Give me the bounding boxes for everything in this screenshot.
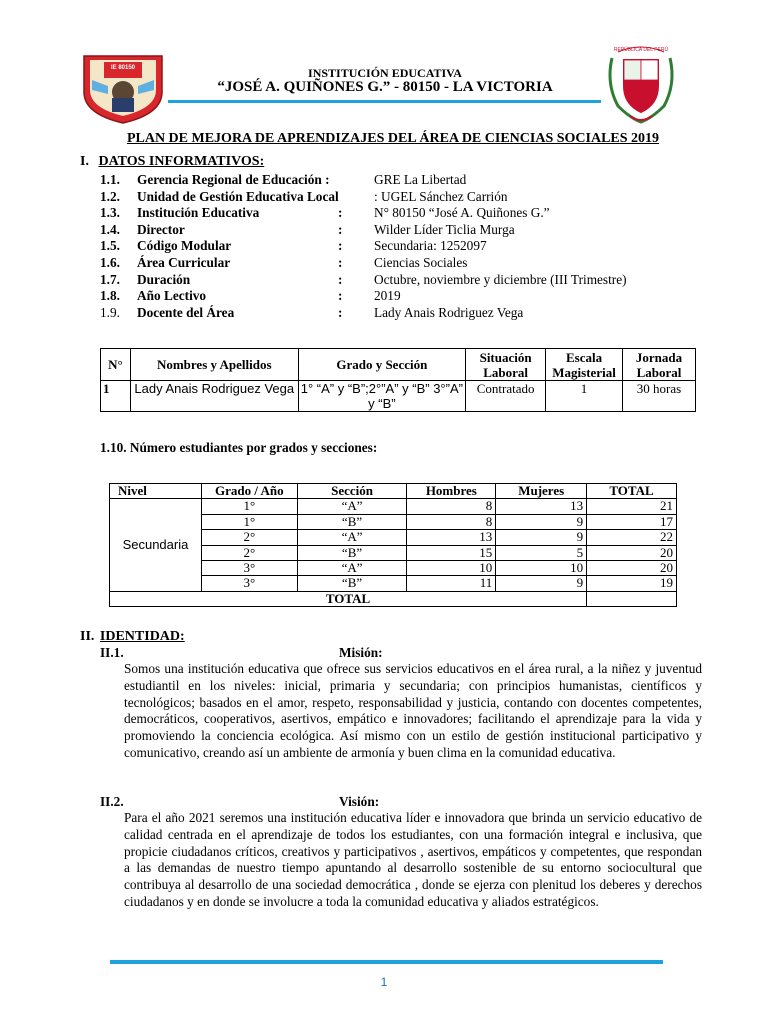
info-colon: : bbox=[338, 288, 343, 304]
teacher-table bbox=[100, 348, 696, 412]
girls-cell: 5 bbox=[496, 545, 587, 560]
header-divider bbox=[168, 100, 601, 103]
vision-title: Visión: bbox=[339, 794, 380, 809]
students-subtitle: 1.10. Número estudiantes por grados y secciones: bbox=[100, 440, 378, 455]
seal-text: REPÚBLICA DEL PERÚ bbox=[613, 47, 669, 53]
info-value: : UGEL Sánchez Carrión bbox=[374, 188, 508, 204]
info-value: Lady Anais Rodriguez Vega bbox=[374, 304, 524, 320]
mision-number: II.1. bbox=[100, 645, 124, 660]
info-row bbox=[100, 222, 700, 239]
info-number: 1.7. bbox=[100, 271, 120, 287]
peru-seal bbox=[604, 44, 678, 126]
header-cell: Grado y Sección bbox=[298, 349, 466, 381]
info-row bbox=[100, 288, 700, 305]
vision-number: II.2. bbox=[100, 794, 124, 809]
info-row bbox=[100, 272, 700, 289]
header-cell: Escala Magisterial bbox=[546, 349, 623, 381]
info-value: Wilder Líder Ticlia Murga bbox=[374, 221, 515, 237]
logo-text-ie: IE 80150 bbox=[110, 65, 136, 71]
info-label: Director bbox=[137, 221, 185, 237]
info-number: 1.3. bbox=[100, 205, 120, 221]
section-2-heading bbox=[80, 629, 185, 645]
teacher-table-header bbox=[101, 349, 696, 381]
girls-cell: 9 bbox=[496, 514, 587, 529]
header-cell: N° bbox=[101, 349, 131, 381]
teacher-name: Lady Anais Rodriguez Vega bbox=[130, 381, 298, 412]
info-row bbox=[100, 255, 700, 272]
vision-text: Para el año 2021 seremos una institución educativa líder e innovadora que brinda un servicio educativo de calidad centrada en el aprendizaje de todos los estudiantes, con una formación integral e inclusiva, que propicie ciudadanos críticos, creativos y participativos , asertivos, empáticos y competentes, que respondan a las demandas de nuestro tiempo apuntando al desarrollo sostenible de su entorno sociocultural que contribuya al desarrollo de una sociedad democrática , donde se ejerza con plenitud los deberes y derechos ciudadanos y en donde se involucre a toda la comunidad educativa y aliados estratégicos. bbox=[124, 810, 702, 909]
teacher-hours: 30 horas bbox=[623, 381, 696, 412]
boys-cell: 13 bbox=[407, 530, 496, 545]
institution-label: INSTITUCIÓN EDUCATIVA bbox=[308, 66, 462, 80]
info-colon: : bbox=[338, 271, 343, 287]
header-cell: Sección bbox=[297, 484, 407, 499]
section-1-heading bbox=[80, 154, 264, 170]
mision-title: Misión: bbox=[339, 645, 383, 660]
grade-cell: 1° bbox=[201, 499, 297, 514]
girls-cell: 9 bbox=[496, 576, 587, 591]
info-row bbox=[100, 238, 700, 255]
info-value: Octubre, noviembre y diciembre (III Trimestre) bbox=[374, 271, 627, 287]
students-table bbox=[109, 483, 677, 607]
mision-text: Somos una institución educativa que ofrece sus servicios educativos en el área rural, a la niñez y juventud estudiantil en los niveles: inicial, primaria y secundaria; con principios humanistas, científicos y tecnológicos; basados en el amor, respeto, responsabilidad y justicia, contando con docentes competentes, democráticos, cooperativos, asertivos, empático e innovadores; facilitando el aprendizaje para la vida y promoviendo la conciencia ecológica. Así mismo con un estilo de gestión institucional participativo y comunicativo, creando así un ambiente de armonía y buen clima en la comunidad educativa. bbox=[124, 661, 702, 760]
info-number: 1.9. bbox=[100, 304, 120, 320]
section-2-title: IDENTIDAD: bbox=[99, 629, 185, 644]
info-row bbox=[100, 189, 700, 206]
section-2-number: II. bbox=[80, 629, 95, 644]
institution-name: “JOSÉ A. QUIÑONES G.” - 80150 - LA VICTORIA bbox=[217, 79, 553, 95]
section-cell: “A” bbox=[297, 499, 407, 514]
page-number: 1 bbox=[380, 975, 388, 989]
info-colon: : bbox=[338, 221, 343, 237]
info-number: 1.4. bbox=[100, 221, 120, 237]
girls-cell: 10 bbox=[496, 561, 587, 576]
info-number: 1.8. bbox=[100, 288, 120, 304]
info-label: Año Lectivo bbox=[137, 288, 207, 304]
section-1-number: I. bbox=[80, 154, 89, 169]
boys-cell: 8 bbox=[407, 499, 496, 514]
girls-cell: 13 bbox=[496, 499, 587, 514]
info-row bbox=[100, 205, 700, 222]
info-value: Secundaria: 1252097 bbox=[374, 238, 487, 254]
info-row bbox=[100, 305, 700, 322]
level-cell: Secundaria bbox=[110, 499, 202, 591]
section-1-title: DATOS INFORMATIVOS: bbox=[98, 154, 265, 169]
total-cell: 22 bbox=[587, 530, 677, 545]
section-cell: “B” bbox=[297, 514, 407, 529]
header-cell: Hombres bbox=[407, 484, 496, 499]
total-value bbox=[587, 591, 677, 606]
grade-cell: 2° bbox=[201, 530, 297, 545]
total-row bbox=[110, 591, 677, 606]
info-value: N° 80150 “José A. Quiñones G.” bbox=[374, 205, 550, 221]
info-label: Gerencia Regional de Educación : bbox=[137, 172, 330, 187]
info-label: Código Modular bbox=[137, 238, 232, 254]
section-cell: “A” bbox=[297, 561, 407, 576]
header-cell: Nivel bbox=[110, 484, 202, 499]
table-row bbox=[101, 381, 696, 412]
info-number: 1.1. bbox=[100, 172, 120, 187]
section-cell: “B” bbox=[297, 545, 407, 560]
info-colon: : bbox=[338, 205, 343, 221]
teacher-status: Contratado bbox=[466, 381, 546, 412]
header-cell: Grado / Año bbox=[201, 484, 297, 499]
teacher-grades: 1° “A” y “B”;2°”A” y “B” 3°”A” y “B” bbox=[298, 381, 466, 412]
document-title: PLAN DE MEJORA DE APRENDIZAJES DEL ÁREA DE CIENCIAS SOCIALES 2019 bbox=[126, 131, 660, 146]
info-colon: : bbox=[338, 238, 343, 254]
grade-cell: 2° bbox=[201, 545, 297, 560]
info-colon: : bbox=[338, 304, 343, 320]
header-cell: Jornada Laboral bbox=[623, 349, 696, 381]
info-value: Ciencias Sociales bbox=[374, 255, 468, 270]
grade-cell: 1° bbox=[201, 514, 297, 529]
students-table-header bbox=[110, 484, 677, 499]
total-cell: 17 bbox=[587, 514, 677, 529]
total-cell: 20 bbox=[587, 561, 677, 576]
girls-cell: 9 bbox=[496, 530, 587, 545]
section-cell: “B” bbox=[297, 576, 407, 591]
boys-cell: 10 bbox=[407, 561, 496, 576]
teacher-number: 1 bbox=[101, 381, 131, 412]
info-value: 2019 bbox=[374, 288, 401, 304]
info-label: Área Curricular bbox=[137, 255, 231, 270]
info-label: Docente del Área bbox=[137, 304, 235, 320]
boys-cell: 11 bbox=[407, 576, 496, 591]
total-cell: 19 bbox=[587, 576, 677, 591]
school-logo bbox=[82, 48, 164, 124]
info-number: 1.6. bbox=[100, 255, 120, 270]
section-cell: “A” bbox=[297, 530, 407, 545]
grade-cell: 3° bbox=[201, 576, 297, 591]
info-label: Institución Educativa bbox=[137, 205, 260, 221]
total-cell: 21 bbox=[587, 499, 677, 514]
grade-cell: 3° bbox=[201, 561, 297, 576]
info-number: 1.2. bbox=[100, 188, 120, 204]
total-cell: 20 bbox=[587, 545, 677, 560]
header-cell: TOTAL bbox=[587, 484, 677, 499]
footer-divider bbox=[110, 960, 663, 964]
header-cell: Mujeres bbox=[496, 484, 587, 499]
table-row bbox=[110, 499, 677, 514]
total-label: TOTAL bbox=[110, 591, 587, 606]
info-number: 1.5. bbox=[100, 238, 120, 254]
header-cell: Nombres y Apellidos bbox=[130, 349, 298, 381]
info-colon: : bbox=[338, 255, 343, 270]
info-value: GRE La Libertad bbox=[374, 172, 467, 187]
info-row bbox=[100, 172, 700, 189]
teacher-scale: 1 bbox=[546, 381, 623, 412]
boys-cell: 8 bbox=[407, 514, 496, 529]
info-label: Unidad de Gestión Educativa Local bbox=[137, 188, 339, 204]
header-cell: Situación Laboral bbox=[466, 349, 546, 381]
info-label: Duración bbox=[137, 271, 191, 287]
boys-cell: 15 bbox=[407, 545, 496, 560]
